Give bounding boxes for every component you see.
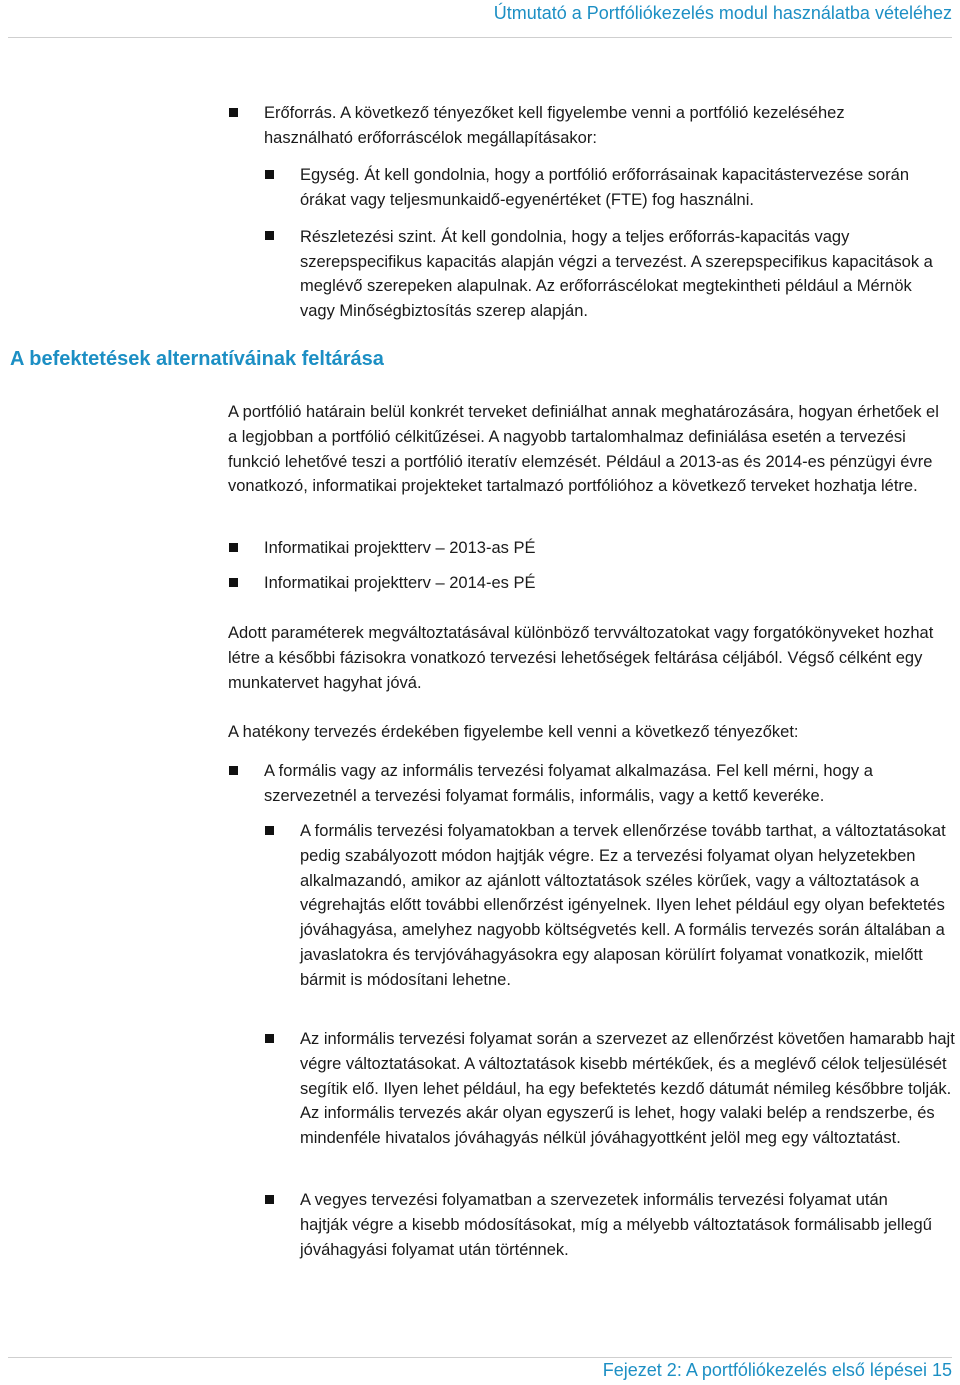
bullet-icon bbox=[229, 543, 238, 552]
header-divider bbox=[8, 37, 952, 38]
header-title: Útmutató a Portfóliókezelés modul használatba vételéhez bbox=[493, 3, 952, 23]
bullet-icon bbox=[265, 231, 274, 240]
resources-intro: Erőforrás. A következő tényezőket kell figyelembe venni a portfólió kezeléséhez használható erőforráscélok megállapításakor: bbox=[264, 104, 845, 147]
bullet-icon bbox=[229, 578, 238, 587]
bullet-icon bbox=[229, 108, 238, 117]
bullet-icon bbox=[265, 1195, 274, 1204]
mixed-process-item: A vegyes tervezési folyamatban a szervezetek informális tervezési folyamat után hajtják végre a kisebb módosításokat, míg a mélyebb változtatások formálisabb jellegű jóváhagyási folyamat után történnek. bbox=[300, 1191, 932, 1259]
section-paragraph-3: A hatékony tervezés érdekében figyelembe kell venni a következő tényezőket: bbox=[228, 723, 799, 741]
bullet-icon bbox=[229, 766, 238, 775]
footer-chapter-page: Fejezet 2: A portfóliókezelés első lépései 15 bbox=[602, 1360, 952, 1380]
section-paragraph-2: Adott paraméterek megváltoztatásával különböző tervváltozatokat vagy forgatókönyveket hozhat létre a későbbi fázisokra vonatkozó tervezési lehetőségek feltárása céljából. Végső célként egy munkatervet hagyhat jóvá. bbox=[228, 624, 934, 692]
formal-process-item: A formális tervezési folyamatokban a tervek ellenőrzése tovább tarthat, a változtatásokat pedig szabályozott módon hajtják végre. Ez a tervezési folyamat olyan helyzetekben alkalmazandó, amikor az ajánlott változtatások széles körűek, vagy a változtatások a végrehajtás előtt további ellenőrzést igényelnek. Ilyen lehet például egy olyan befektetés jóváhagyása, amelyhez nagyobb költségvetés kell. A formális tervezés során általában a javaslatokra és tervjóváhagyásokra egy alaposan körülírt folyamat vonatkozik, mielőtt bármit is módosítani lehetne. bbox=[300, 822, 946, 989]
footer-divider bbox=[8, 1357, 952, 1358]
informal-process-item: Az informális tervezési folyamat során a szervezet az ellenőrzést követően hamarabb hajt végre változtatásokat. A változtatások kisebb mértékűek, és a meglévő célok teljesülését segítik elő. Ilyen lehet például, ha egy befektetés kezdő dátumát némileg későbbre tolják. Az informális tervezés akár olyan egyszerű is lehet, hogy valaki belép a rendszerbe, és mindenféle hivatalos jóváhagyás nélkül jóváhagyottként jelöl meg egy változtatást. bbox=[300, 1030, 955, 1148]
plan-item-2013: Informatikai projektterv – 2013-as PÉ bbox=[264, 539, 536, 557]
bullet-icon bbox=[265, 826, 274, 835]
resources-unit: Egység. Át kell gondolnia, hogy a portfólió erőforrásainak kapacitástervezése során órákat vagy teljesmunkaidő-egyenértéket (FTE) fog használni. bbox=[300, 166, 910, 209]
plan-item-2014: Informatikai projektterv – 2014-es PÉ bbox=[264, 574, 536, 592]
section-heading: A befektetések alternatíváinak feltárása bbox=[10, 348, 384, 370]
factor-item: A formális vagy az informális tervezési folyamat alkalmazása. Fel kell mérni, hogy a szervezetnél a tervezési folyamat formális, informális, vagy a kettő keveréke. bbox=[264, 762, 873, 805]
section-paragraph-1: A portfólió határain belül konkrét terveket definiálhat annak meghatározására, hogyan érhetőek el a legjobban a portfólió célkitűzései. A nagyobb tartalomhalmaz definiálása esetén a tervezési funkció lehetővé teszi a portfólió iteratív elemzését. Például a 2013-as és 2014-es pénzügyi évre vonatkozó, informatikai projekteket tartalmazó portfólióhoz a következő terveket hozhatja létre. bbox=[228, 403, 939, 496]
resources-detail: Részletezési szint. Át kell gondolnia, hogy a teljes erőforrás-kapacitás vagy szerepspecifikus kapacitás alapján végzi a tervezést. A szerepspecifikus kapacitások a meglévő szerepeken alapulnak. Az erőforráscélokat megtekintheti például a Mérnök vagy Minőségbiztosítás szerep alapján. bbox=[300, 228, 933, 321]
bullet-icon bbox=[265, 1034, 274, 1043]
bullet-icon bbox=[265, 170, 274, 179]
